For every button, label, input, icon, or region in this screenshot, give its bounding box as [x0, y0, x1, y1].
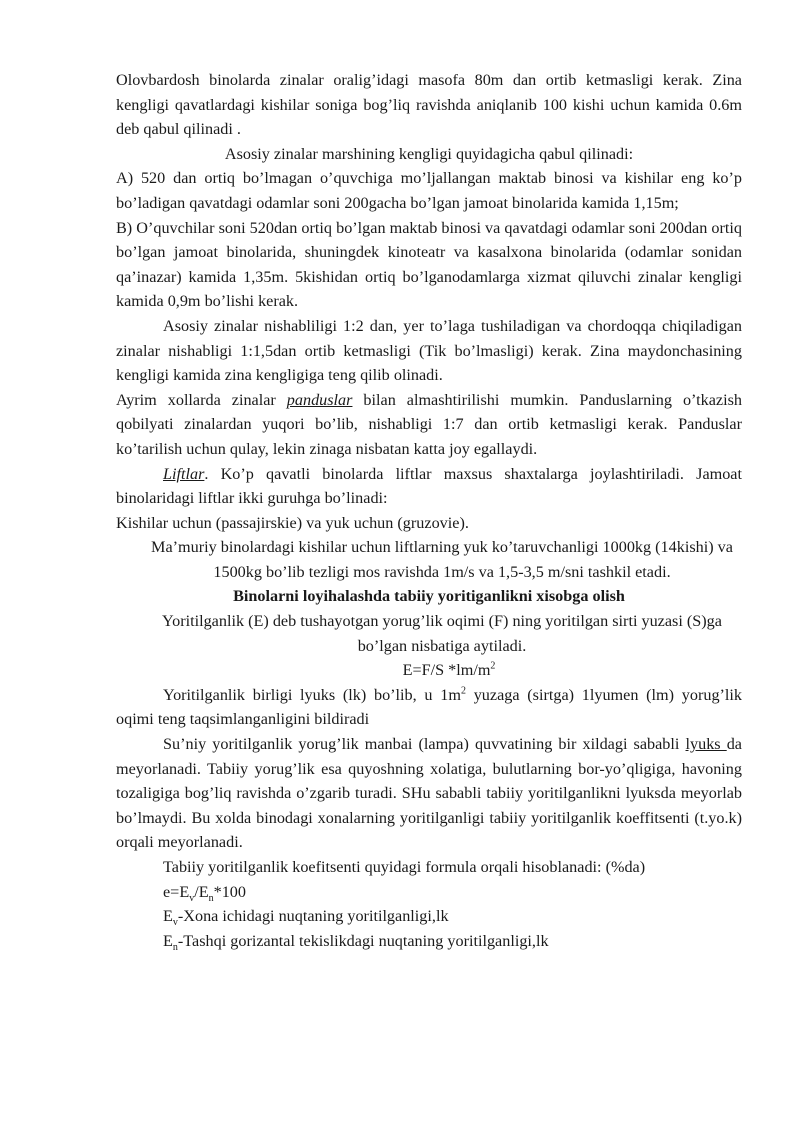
paragraph-lift-types: Kishilar uchun (passajirskie) va yuk uchun (gruzovie).	[116, 513, 469, 532]
formula-coefficient: $e=E_v/E_n*100$	[163, 882, 246, 904]
paragraph-stair-width-intro: Asosiy zinalar marshining kengligi quyidagicha qabul qilinadi:	[224, 144, 634, 163]
paragraph-illuminance-definition: Yoritilganlik (E) deb tushayotgan yorug’lik oqimi (F) ning yoritilgan sirti yuzasi (S)ga bo’lgan nisbatiga aytiladi.	[162, 612, 722, 655]
link-panduslar[interactable]: panduslar	[286, 390, 353, 409]
link-lyuks[interactable]: lyuks	[685, 735, 727, 754]
paragraph-natural-light: Su’niy yoritilganlik yorug’lik manbai (lampa) quvvatining bir xildagi sababli lyuks da meyorlanadi. Tabiiy yorug’lik esa quyoshning xolatiga, bulutlarning bor-yo’qligiga, havoning tozaligiga bog’liq ravishda o’zgarib turadi. SHu sababli tabiiy yoritilganlikni lyuksda meyorlab bo’lmaydi. Bu xolda binodagi xonalarning yoritilganligi tabiiy yoritilganlik koeffitsenti (t.yo.k) orqali meyorlanadi.	[116, 735, 742, 852]
paragraph-lux-unit: Yoritilganlik birligi lyuks (lk) bo’lib, u $1m^2$ yuzaga (sirtga) 1lyumen (lm) yorug’lik oqimi teng taqsimlanganligini bildiradi	[116, 685, 743, 729]
definition-en: $E_n$-Tashqi gorizantal tekislikdagi nuqtaning yoritilganligi,lk	[163, 931, 549, 954]
paragraph-case-a: A) 520 dan ortiq bo’lmagan o’quvchiga mo’ljallangan maktab binosi va kishilar eng ko’p bo’ladigan qavatdagi odamlar soni 200gacha bo’lgan jamoat binolarida kamida 1,15m;	[116, 169, 742, 212]
formula-illuminance: E=F/S $*lm/m^2$	[402, 660, 496, 680]
paragraph-stair-distance: Olovbardosh binolarda zinalar oralig’idagi masofa 80m dan ortib ketmasligi kerak. Zina kengligi qavatlardagi kishilar soniga bog’liq ravishda aniqlanib 100 kishi uchun kamida 0.6m deb qabul qilinadi .	[116, 71, 742, 139]
definition-ev: $E_v$-Xona ichidagi nuqtaning yoritilganligi,lk	[163, 907, 449, 929]
paragraph-stair-slope: Asosiy zinalar nishabliligi 1:2 dan, yer to’laga tushiladigan va chordoqqa chiqiladigan zinalar nishabligi 1:1,5dan ortib ketmasligi (Tik bo’lmasligi) kerak. Zina maydonchasining kengligi kamida zina kengligiga teng qilib olinadi.	[116, 316, 742, 385]
paragraph-lifts: Liftlar. Ko’p qavatli binolarda liftlar maxsus shaxtalarga joylashtiriladi. Jamoat binolaridagi liftlar ikki guruhga bo’linadi:	[116, 464, 742, 508]
paragraph-ramps: Ayrim xollarda zinalar panduslar bilan almashtirilishi mumkin. Panduslarning o’tkazish qobilyati zinalardan yuqori bo’lib, nishabligi 1:7 dan ortib ketmasligi kerak. Panduslar ko’tarilish uchun qulay, lekin zinaga nisbatan katta joy egallaydi.	[116, 390, 742, 458]
paragraph-case-b: B) O’quvchilar soni 520dan ortiq bo’lgan maktab binosi va qavatdagi odamlar soni 200dan ortiq bo’lgan jamoat binolarida, shuningdek kinoteatr va kasalxona binolarida (odamlar sonidan qa’inazar) kamida 1,35m. 5kishidan ortiq bo’lganodamlarga xizmat qiluvchi zinalar kengligi kamida 0,9m bo’lishi kerak.	[116, 218, 742, 311]
paragraph-lift-capacity: Ma’muriy binolardagi kishilar uchun liftlarning yuk ko’taruvchanligi 1000kg (14kishi) va 1500kg bo’lib tezligi mos ravishda 1m/s va 1,5-3,5 m/sni tashkil etadi.	[151, 538, 733, 581]
paragraph-coefficient-intro: Tabiiy yoritilganlik koefitsenti quyidagi formula orqali hisoblanadi: (%da)	[163, 858, 646, 876]
link-liftlar[interactable]: Liftlar	[163, 464, 205, 483]
section-heading: Binolarni loyihalashda tabiiy yoritiganlikni xisobga olish	[233, 587, 625, 606]
